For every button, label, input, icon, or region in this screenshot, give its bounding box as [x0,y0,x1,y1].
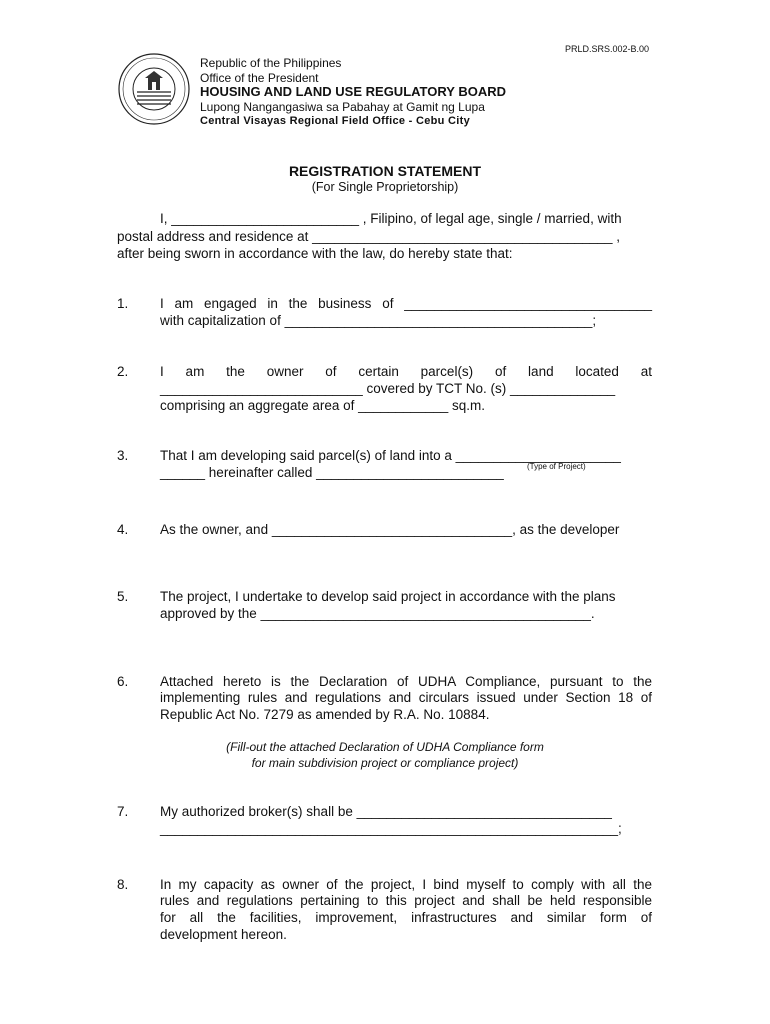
item-7-line-2: _____________________________________________________________; [160,821,622,836]
item-6-number: 6. [117,674,129,689]
intro-line-3: after being sworn in accordance with the law, do hereby state that: [117,246,513,261]
item-8-line-3: for all the facilities, improvement, infrastructures and similar form of [160,910,652,925]
document-subtitle: (For Single Proprietorship) [311,180,459,194]
hlurb-seal-logo [117,52,191,126]
item-6-line-1: Attached hereto is the Declaration of UDHA Compliance, pursuant to the [160,674,652,689]
item-2-line-3: comprising an aggregate area of ____________ sq.m. [160,398,485,413]
document-code: PRLD.SRS.002-B.00 [565,44,650,54]
item-8-line-2: rules and regulations pertaining to this project and shall be held responsible [160,893,652,908]
item-1-line-1: I am engaged in the business of _________________________________ [160,296,652,311]
udha-note-line-2: for main subdivision project or compliance project) [251,756,519,770]
item-3-annotation: (Type of Project) [527,462,586,471]
item-6-line-3: Republic Act No. 7279 as amended by R.A. No. 10884. [160,707,490,722]
item-2-line-1: I am the owner of certain parcel(s) of land located at [160,364,652,379]
item-3-number: 3. [117,448,129,463]
item-8-number: 8. [117,877,129,892]
header-agency: HOUSING AND LAND USE REGULATORY BOARD [200,84,506,99]
item-2-line-2: ___________________________ covered by TCT No. (s) ______________ [160,381,616,396]
intro-line-2: postal address and residence at ________________________________________ , [117,229,620,244]
item-7-number: 7. [117,804,129,819]
item-5-line-1: The project, I undertake to develop said project in accordance with the plans [160,589,616,604]
item-1-number: 1. [117,296,129,311]
item-8-line-4: development hereon. [160,927,287,942]
item-4-line-1: As the owner, and ________________________________, as the developer [160,522,620,537]
item-8-line-1: In my capacity as owner of the project, I bind myself to comply with all the [160,877,652,892]
header-republic: Republic of the Philippines [200,56,342,70]
item-4-number: 4. [117,522,129,537]
item-1-line-2: with capitalization of _________________________________________; [160,313,597,328]
intro-line-1: I, _________________________ , Filipino, of legal age, single / married, with [160,211,622,226]
item-7-line-1: My authorized broker(s) shall be __________________________________ [160,804,612,819]
udha-note-line-1: (Fill-out the attached Declaration of UDHA Compliance form [226,740,544,754]
item-3-line-2: ______ hereinafter called _________________________ [160,465,504,480]
item-2-number: 2. [117,364,129,379]
header-agency-filipino: Lupong Nangangasiwa sa Pabahay at Gamit ng Lupa [200,100,485,114]
item-5-line-2: approved by the ____________________________________________. [160,606,595,621]
item-3-line-1: That I am developing said parcel(s) of land into a ______________________ [160,448,621,463]
header-regional-office: Central Visayas Regional Field Office - Cebu City [200,115,471,127]
item-6-line-2: implementing rules and regulations and circulars issued under Section 18 of [160,690,652,705]
document-title: REGISTRATION STATEMENT [288,163,482,179]
item-5-number: 5. [117,589,129,604]
header-office: Office of the President [200,71,319,85]
